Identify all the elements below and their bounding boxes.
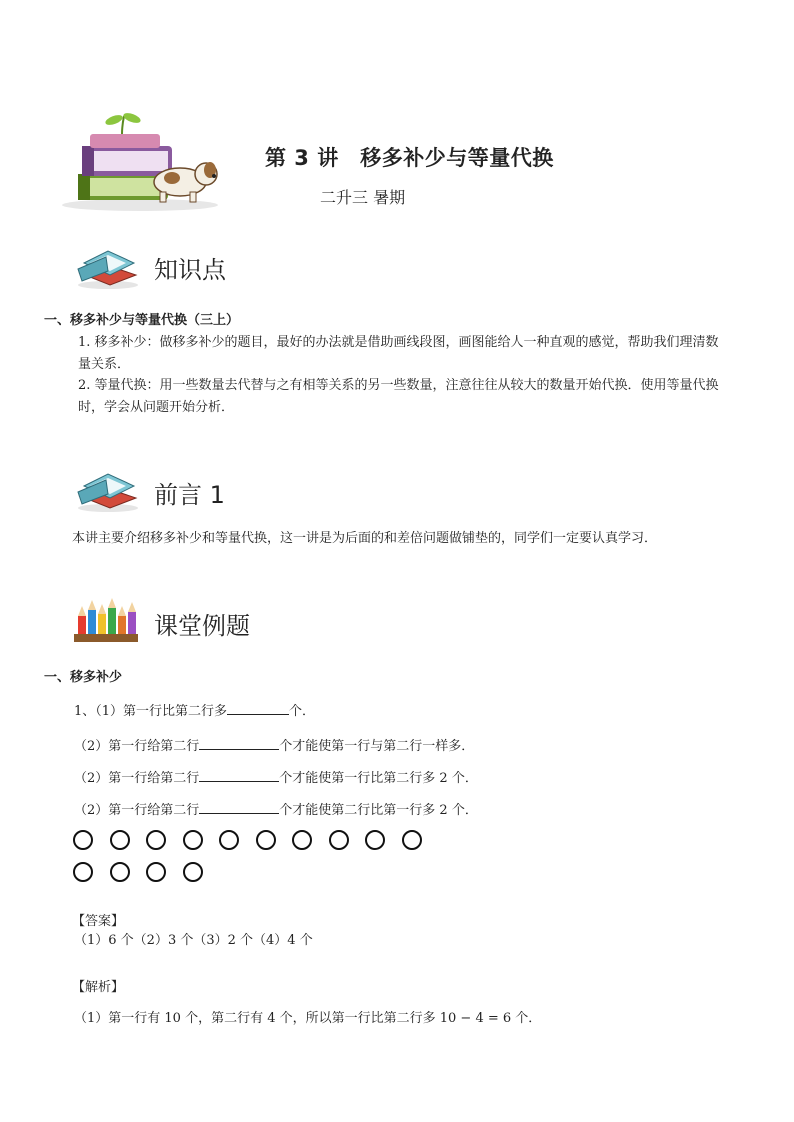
knowledge-subheading: 一、移多补少与等量代换（三上） (44, 313, 240, 328)
circle (402, 830, 422, 850)
question-1-prefix: 1、（1）第一行比第二行多 (74, 704, 228, 719)
page-title: 第 3 讲 移多补少与等量代换 (265, 146, 554, 170)
preface-text: 本讲主要介绍移多补少和等量代换，这一讲是为后面的和差倍问题做铺垫的，同学们一定要认真学习． (72, 531, 658, 546)
circle (219, 830, 239, 850)
circle (73, 862, 93, 882)
section-heading-preface: 前言 1 (154, 481, 225, 509)
answer-tag: 【答案】 (72, 914, 125, 929)
answer-blank[interactable] (199, 801, 279, 814)
pencils-section-icon (72, 596, 140, 644)
circle (146, 862, 166, 882)
circle (183, 862, 203, 882)
circle (73, 830, 93, 850)
answer-blank[interactable] (199, 769, 279, 782)
question-1 (74, 701, 315, 723)
question-1-suffix: 个． (289, 704, 316, 719)
question-2-prefix: （2）第一行给第二行 (74, 739, 200, 754)
question-4-suffix: 个才能使第二行比第一行多 2 个． (279, 803, 478, 818)
question-2-suffix: 个才能使第一行与第二行一样多． (279, 739, 475, 754)
books-dog-illustration (60, 112, 225, 212)
analysis-text: （1）第一行有 10 个，第二行有 4 个，所以第一行比第二行多 10 − 4 = 6 个． (74, 1011, 542, 1026)
page-subtitle: 二升三 暑期 (320, 188, 406, 207)
circle (329, 830, 349, 850)
circle (183, 830, 203, 850)
circle (256, 830, 276, 850)
question-3-prefix: （2）第一行给第二行 (74, 771, 200, 786)
circle (292, 830, 312, 850)
question-2 (74, 736, 474, 758)
question-3 (74, 768, 478, 790)
examples-subheading: 一、移多补少 (44, 670, 123, 685)
circle (110, 862, 130, 882)
circle (110, 830, 130, 850)
circle (146, 830, 166, 850)
question-3-suffix: 个才能使第一行比第二行多 2 个． (279, 771, 478, 786)
section-heading-knowledge: 知识点 (154, 256, 226, 284)
knowledge-point-2: 2. 等量代换：用一些数量去代替与之有相等关系的另一些数量，注意往往从较大的数量开始代换．使用等量代换时，学会从问题开始分析． (78, 378, 719, 415)
knowledge-point-1: 1. 移多补少：做移多补少的题目，最好的办法就是借助画线段图，画图能给人一种直观的感觉，帮助我们理清数量关系． (78, 335, 719, 372)
question-4 (74, 800, 478, 822)
books-section-icon (76, 466, 140, 512)
answer-text: （1）6 个（2）3 个（3）2 个（4）4 个 (74, 933, 313, 948)
section-heading-examples: 课堂例题 (154, 612, 250, 640)
answer-blank[interactable] (227, 702, 289, 715)
question-4-prefix: （2）第一行给第二行 (74, 803, 200, 818)
answer-blank[interactable] (199, 737, 279, 750)
books-section-icon (76, 243, 140, 289)
circle (365, 830, 385, 850)
analysis-tag: 【解析】 (72, 980, 125, 995)
